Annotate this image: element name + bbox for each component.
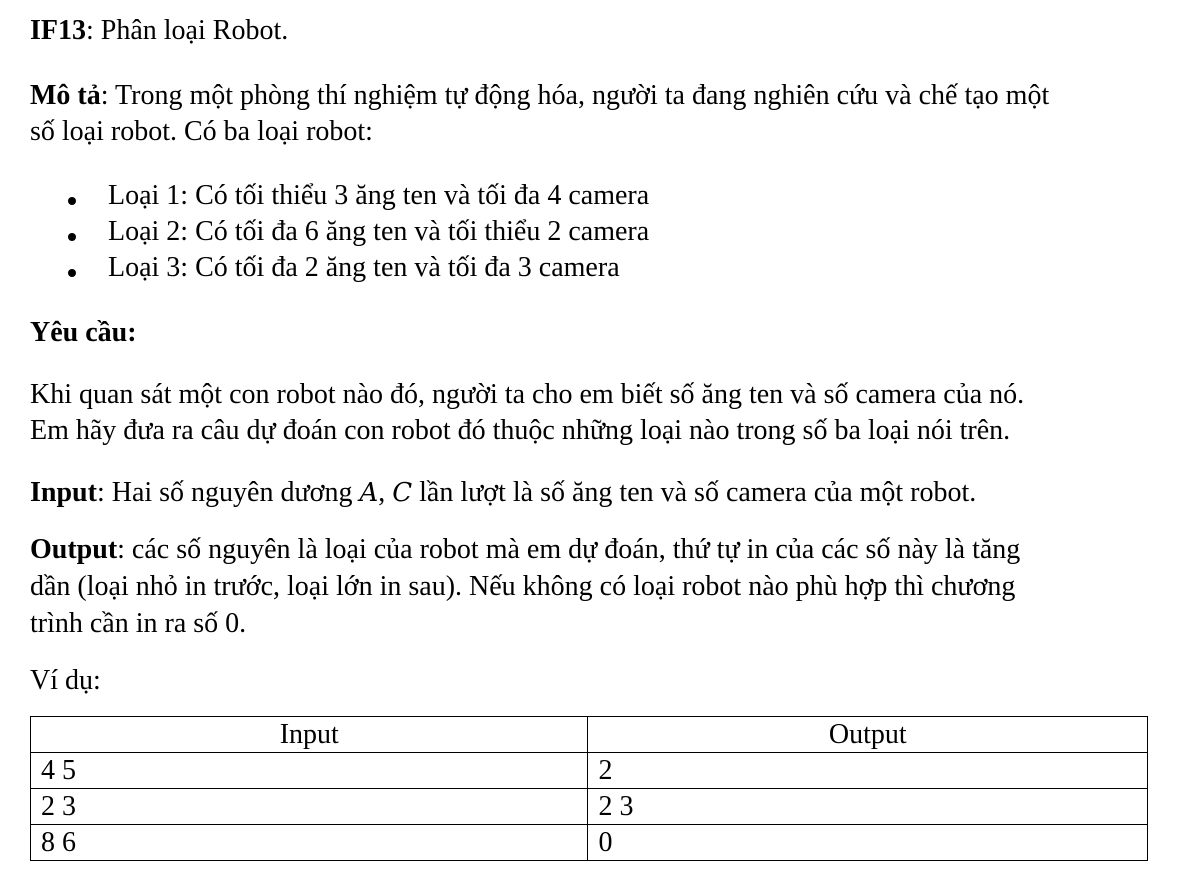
requirement-label: Yêu cầu: [30, 317, 137, 348]
output-spec-line-1 [30, 532, 1020, 568]
variable-c: C [392, 478, 413, 508]
description-text-2: số loại robot. Có ba loại robot: [30, 116, 373, 147]
output-spec-line-3: trình cần in ra số 0. [30, 608, 247, 639]
example-table [30, 716, 1148, 861]
requirement-line-2: Em hãy đưa ra câu dự đoán con robot đó thuộc những loại nào trong số ba loại nói trên. [30, 415, 1011, 446]
input-text-before: : Hai số nguyên dương [96, 477, 360, 508]
example-label: Ví dụ: [30, 665, 101, 696]
bullet-icon [68, 197, 76, 205]
table-cell-input: 8 6 [31, 825, 588, 861]
output-label: Output [30, 534, 118, 565]
problem-code: IF13 [30, 15, 86, 46]
input-comma: , [378, 477, 393, 508]
input-text-after: lần lượt là số ăng ten và số camera của một robot. [412, 477, 977, 508]
bullet-icon [68, 233, 76, 241]
robot-type-item: Loại 3: Có tối đa 2 ăng ten và tối đa 3 camera [108, 252, 620, 283]
column-header-output: Output [588, 717, 1148, 753]
table-cell-output: 2 [588, 753, 1148, 789]
table-row [31, 789, 1148, 825]
table-row [31, 753, 1148, 789]
problem-title-text: : Phân loại Robot. [86, 15, 289, 46]
input-spec [30, 475, 976, 511]
input-label: Input [30, 477, 97, 508]
description-line-1 [30, 78, 1049, 114]
problem-title [30, 13, 288, 49]
table-row [31, 825, 1148, 861]
description-label: Mô tả [30, 80, 101, 111]
table-cell-output: 0 [588, 825, 1148, 861]
requirement-line-1: Khi quan sát một con robot nào đó, người ta cho em biết số ăng ten và số camera của nó. [30, 379, 1025, 410]
column-header-input: Input [31, 717, 588, 753]
description-text-1: : Trong một phòng thí nghiệm tự động hóa, người ta đang nghiên cứu và chế tạo một [100, 80, 1050, 111]
output-text-1: : các số nguyên là loại của robot mà em dự đoán, thứ tự in của các số này là tăng [117, 534, 1021, 565]
robot-type-item: Loại 2: Có tối đa 6 ăng ten và tối thiểu 2 camera [108, 216, 650, 247]
robot-type-item: Loại 1: Có tối thiểu 3 ăng ten và tối đa 4 camera [108, 180, 650, 211]
requirement-heading [30, 315, 137, 351]
variable-a: A [359, 478, 379, 508]
table-cell-output: 2 3 [588, 789, 1148, 825]
bullet-icon [68, 269, 76, 277]
description-line-2 [30, 114, 373, 150]
table-header-row [31, 717, 1148, 753]
table-cell-input: 4 5 [31, 753, 588, 789]
table-cell-input: 2 3 [31, 789, 588, 825]
output-spec-line-2: dần (loại nhỏ in trước, loại lớn in sau). Nếu không có loại robot nào phù hợp thì chương [30, 571, 1016, 602]
